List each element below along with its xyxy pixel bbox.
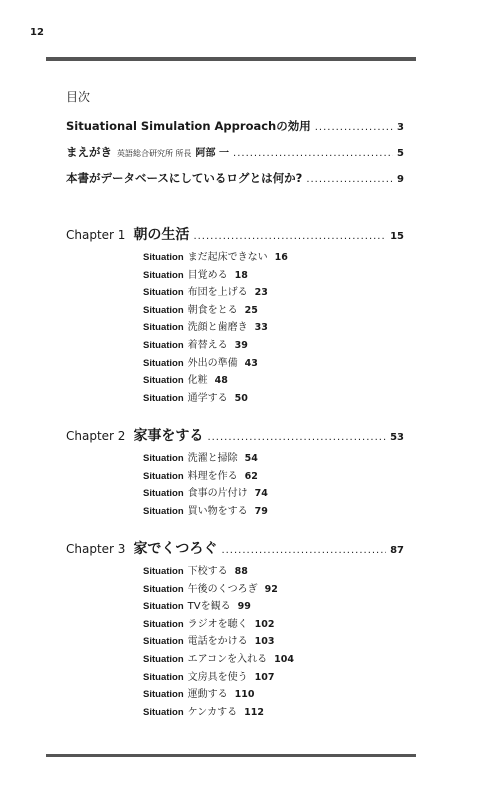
dot-leader: [221, 545, 386, 556]
situation-keyword: Situation: [143, 671, 184, 683]
situation-page: 62: [244, 470, 258, 482]
dot-leader: [207, 432, 386, 443]
situation-title: まだ起床できない: [187, 252, 268, 263]
situation-page: 99: [237, 601, 251, 613]
chapter-title: 家でくつろぐ: [133, 541, 218, 557]
situation-keyword: Situation: [143, 706, 184, 718]
situation-list: [66, 249, 404, 407]
toc-entry-foreword-approach[interactable]: [66, 118, 404, 144]
situation-page: 33: [254, 322, 268, 334]
situation-item[interactable]: [143, 302, 404, 320]
situation-title: エアコンを入れる: [187, 653, 268, 665]
chapter-label: Chapter 3: [66, 542, 126, 556]
situation-page: 110: [234, 689, 255, 701]
chapter-page: 87: [390, 545, 404, 556]
toc-entry-author: 阿部 一: [195, 148, 230, 159]
toc-entry-title: まえがき: [66, 145, 112, 159]
situation-page: 107: [254, 671, 275, 683]
situation-item[interactable]: [143, 563, 404, 581]
situation-keyword: Situation: [143, 689, 184, 701]
situation-title: 午後のくつろぎ: [187, 583, 258, 595]
situation-title: 運動する: [187, 689, 228, 701]
situation-title: 洗顔と歯磨き: [187, 322, 248, 334]
dot-leader: [315, 122, 393, 133]
situation-page: 103: [254, 636, 275, 648]
chapter-2: [66, 425, 404, 520]
situation-title: 目覚める: [187, 269, 228, 281]
situation-page: 16: [274, 252, 288, 263]
situation-keyword: Situation: [143, 653, 184, 665]
situation-item[interactable]: [143, 337, 404, 355]
situation-keyword: Situation: [143, 322, 184, 334]
situation-keyword: Situation: [143, 566, 184, 577]
situation-title: 食事の片付け: [187, 488, 248, 500]
situation-item[interactable]: [143, 485, 404, 503]
situation-keyword: Situation: [143, 636, 184, 648]
toc-entry-title: Situational Simulation Approachの効用: [66, 119, 311, 133]
situation-keyword: Situation: [143, 488, 184, 500]
dot-leader: [193, 231, 386, 242]
situation-keyword: Situation: [143, 392, 184, 404]
top-rule: [46, 57, 416, 61]
situation-item[interactable]: [143, 598, 404, 616]
situation-keyword: Situation: [143, 618, 184, 630]
situation-item[interactable]: [143, 633, 404, 651]
situation-title: 通学する: [187, 392, 228, 404]
situation-title: 料理を作る: [187, 470, 238, 482]
situation-page: 54: [244, 453, 258, 464]
situation-title: 買い物をする: [187, 505, 248, 517]
situation-page: 112: [244, 706, 264, 718]
situation-title: ラジオを聴く: [187, 618, 248, 630]
page-number: 12: [30, 27, 44, 38]
situation-keyword: Situation: [143, 287, 184, 299]
toc-entry-title: 本書がデータベースにしているログとは何か?: [66, 171, 303, 185]
bottom-rule: [46, 754, 416, 757]
situation-item[interactable]: [143, 651, 404, 669]
situation-item[interactable]: [143, 372, 404, 390]
situation-keyword: Situation: [143, 304, 184, 316]
situation-item[interactable]: [143, 686, 404, 704]
dot-leader: [233, 148, 393, 159]
situation-list: [66, 563, 404, 721]
situation-page: 43: [244, 357, 258, 369]
situation-page: 25: [244, 304, 258, 316]
situation-keyword: Situation: [143, 453, 184, 464]
chapter-title: 家事をする: [133, 428, 204, 444]
situation-page: 79: [254, 505, 268, 517]
situation-page: 92: [264, 583, 278, 595]
situation-title: 布団を上げる: [187, 287, 248, 299]
situation-list: [66, 450, 404, 520]
toc-title: 目次: [66, 90, 91, 104]
situation-page: 102: [254, 618, 275, 630]
chapter-page: 15: [390, 231, 404, 242]
situation-item[interactable]: [143, 267, 404, 285]
situation-keyword: Situation: [143, 601, 184, 613]
toc-entry-page: 5: [397, 148, 404, 159]
situation-page: 88: [234, 566, 248, 577]
toc-entry-affiliation: 英語総合研究所 所長: [117, 149, 192, 158]
situation-page: 48: [214, 375, 228, 387]
situation-page: 50: [234, 392, 248, 404]
prelim-list: [66, 118, 404, 196]
chapter-title: 朝の生活: [133, 227, 190, 243]
chapter-heading[interactable]: [66, 425, 404, 445]
situation-keyword: Situation: [143, 357, 184, 369]
chapter-page: 53: [390, 432, 404, 443]
chapter-label: Chapter 2: [66, 429, 126, 443]
situation-keyword: Situation: [143, 470, 184, 482]
situation-item[interactable]: [143, 616, 404, 634]
chapter-heading[interactable]: [66, 538, 404, 558]
situation-title: 文房具を使う: [187, 671, 248, 683]
situation-item[interactable]: [143, 355, 404, 373]
situation-item[interactable]: [143, 669, 404, 687]
situation-title: 洗濯と掃除: [187, 453, 238, 464]
situation-page: 74: [254, 488, 268, 500]
situation-item[interactable]: [143, 704, 404, 722]
dot-leader: [306, 174, 393, 185]
situation-keyword: Situation: [143, 339, 184, 351]
situation-keyword: Situation: [143, 252, 184, 263]
toc-entry-page: 3: [397, 122, 404, 133]
situation-item[interactable]: [143, 249, 404, 267]
situation-title: TVを観る: [187, 601, 231, 613]
toc-entry-preface[interactable]: [66, 144, 404, 170]
situation-keyword: Situation: [143, 269, 184, 281]
situation-title: ケンカする: [187, 706, 238, 718]
chapter-label: Chapter 1: [66, 228, 126, 242]
chapter-heading[interactable]: [66, 224, 404, 244]
situation-title: 朝食をとる: [187, 304, 238, 316]
situation-item[interactable]: [143, 284, 404, 302]
situation-title: 化粧: [187, 375, 208, 387]
situation-item[interactable]: [143, 390, 404, 408]
situation-keyword: Situation: [143, 375, 184, 387]
situation-item[interactable]: [143, 450, 404, 468]
situation-item[interactable]: [143, 581, 404, 599]
situation-page: 23: [254, 287, 268, 299]
situation-item[interactable]: [143, 319, 404, 337]
chapter-3: [66, 538, 404, 721]
toc-entry-database-log[interactable]: [66, 170, 404, 196]
situation-title: 下校する: [187, 566, 228, 577]
situation-keyword: Situation: [143, 505, 184, 517]
situation-title: 着替える: [187, 339, 228, 351]
situation-page: 39: [234, 339, 248, 351]
situation-page: 18: [234, 269, 248, 281]
situation-title: 外出の準備: [187, 357, 238, 369]
situation-item[interactable]: [143, 468, 404, 486]
situation-page: 104: [274, 653, 294, 665]
situation-item[interactable]: [143, 503, 404, 521]
situation-keyword: Situation: [143, 583, 184, 595]
toc-entry-page: 9: [397, 174, 404, 185]
situation-title: 電話をかける: [187, 636, 248, 648]
chapter-1: [66, 224, 404, 407]
